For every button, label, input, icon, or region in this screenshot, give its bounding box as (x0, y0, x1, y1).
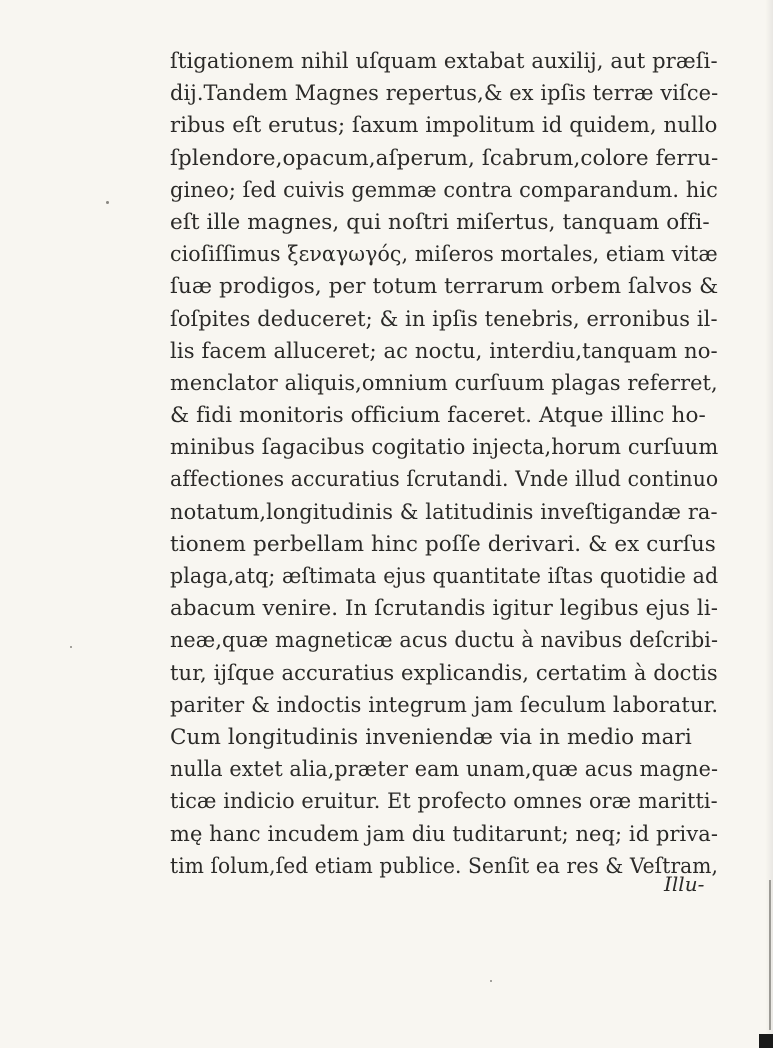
text-line: tim ſolum,ſed etiam publice. Senſit ea res & Veſtram, (170, 853, 719, 879)
text-line: dij.Tandem Magnes repertus,& ex ipſis terræ viſce- (170, 81, 719, 107)
text-line: affectiones accuratius ſcrutandi. Vnde illud continuo (170, 467, 719, 493)
text-line: ſuæ prodigos, per totum terrarum orbem ſalvos & (170, 274, 719, 300)
text-line: neæ,quæ magneticæ acus ductu à navibus deſcribi- (170, 628, 719, 654)
text-line: pariter & indoctis integrum jam ſeculum laboratur. (170, 692, 719, 718)
text-line: tionem perbellam hinc poſſe derivari. & ex curſus (170, 531, 716, 557)
catchword: Illu- (664, 872, 705, 896)
text-line: notatum,longitudinis & latitudinis inveſtigandæ ra- (170, 499, 718, 525)
text-line: cioſiſſimus ξεναγωγός, miſeros mortales, etiam vitæ (170, 242, 718, 268)
text-line: ſtigationem nihil uſquam extabat auxilij, aut præſi- (170, 49, 718, 74)
text-line: & fidi monitoris officium faceret. Atque illinc ho- (170, 403, 706, 429)
ink-speck (106, 201, 109, 204)
text-line: tur, ijſque accuratius explicandis, certatim à doctis (170, 660, 718, 686)
text-line: gineo; ſed cuivis gemmæ contra comparandum. hic (170, 177, 718, 203)
corner-mark (759, 1034, 773, 1048)
text-line: abacum venire. In ſcrutandis igitur legibus ejus li- (170, 596, 719, 622)
text-line: mę hanc incudem jam diu tuditarunt; neq; id priva- (170, 821, 719, 847)
text-line: menclator aliquis,omnium curſuum plagas referret, (170, 370, 718, 396)
text-line: ſoſpites deduceret; & in ipſis tenebris, erronibus il- (170, 306, 718, 332)
ink-speck (490, 980, 492, 982)
ink-speck (70, 646, 72, 648)
page-edge-line (769, 880, 771, 1030)
text-line: lis facem alluceret; ac noctu, interdiu,tanquam no- (170, 338, 718, 364)
text-line: nulla extet alia,præter eam unam,quæ acus magne- (170, 757, 719, 783)
text-line: ticæ indicio eruitur. Et profecto omnes oræ maritti- (170, 789, 718, 815)
text-line: plaga,atq; æſtimata ejus quantitate iſtas quotidie ad (170, 564, 719, 589)
text-line: ribus eſt erutus; ſaxum impolitum id quidem, nullo (170, 113, 718, 139)
text-line: Cum longitudinis inveniendæ via in medio mari (170, 724, 692, 750)
text-line: minibus ſagacibus cogitatio injecta,horum curſuum (170, 435, 719, 461)
text-line: ſplendore,opacum,aſperum, ſcabrum,colore ferru- (170, 145, 719, 171)
text-line: eſt ille magnes, qui noſtri miſertus, tanquam offi- (170, 209, 710, 235)
body-text (170, 46, 718, 883)
